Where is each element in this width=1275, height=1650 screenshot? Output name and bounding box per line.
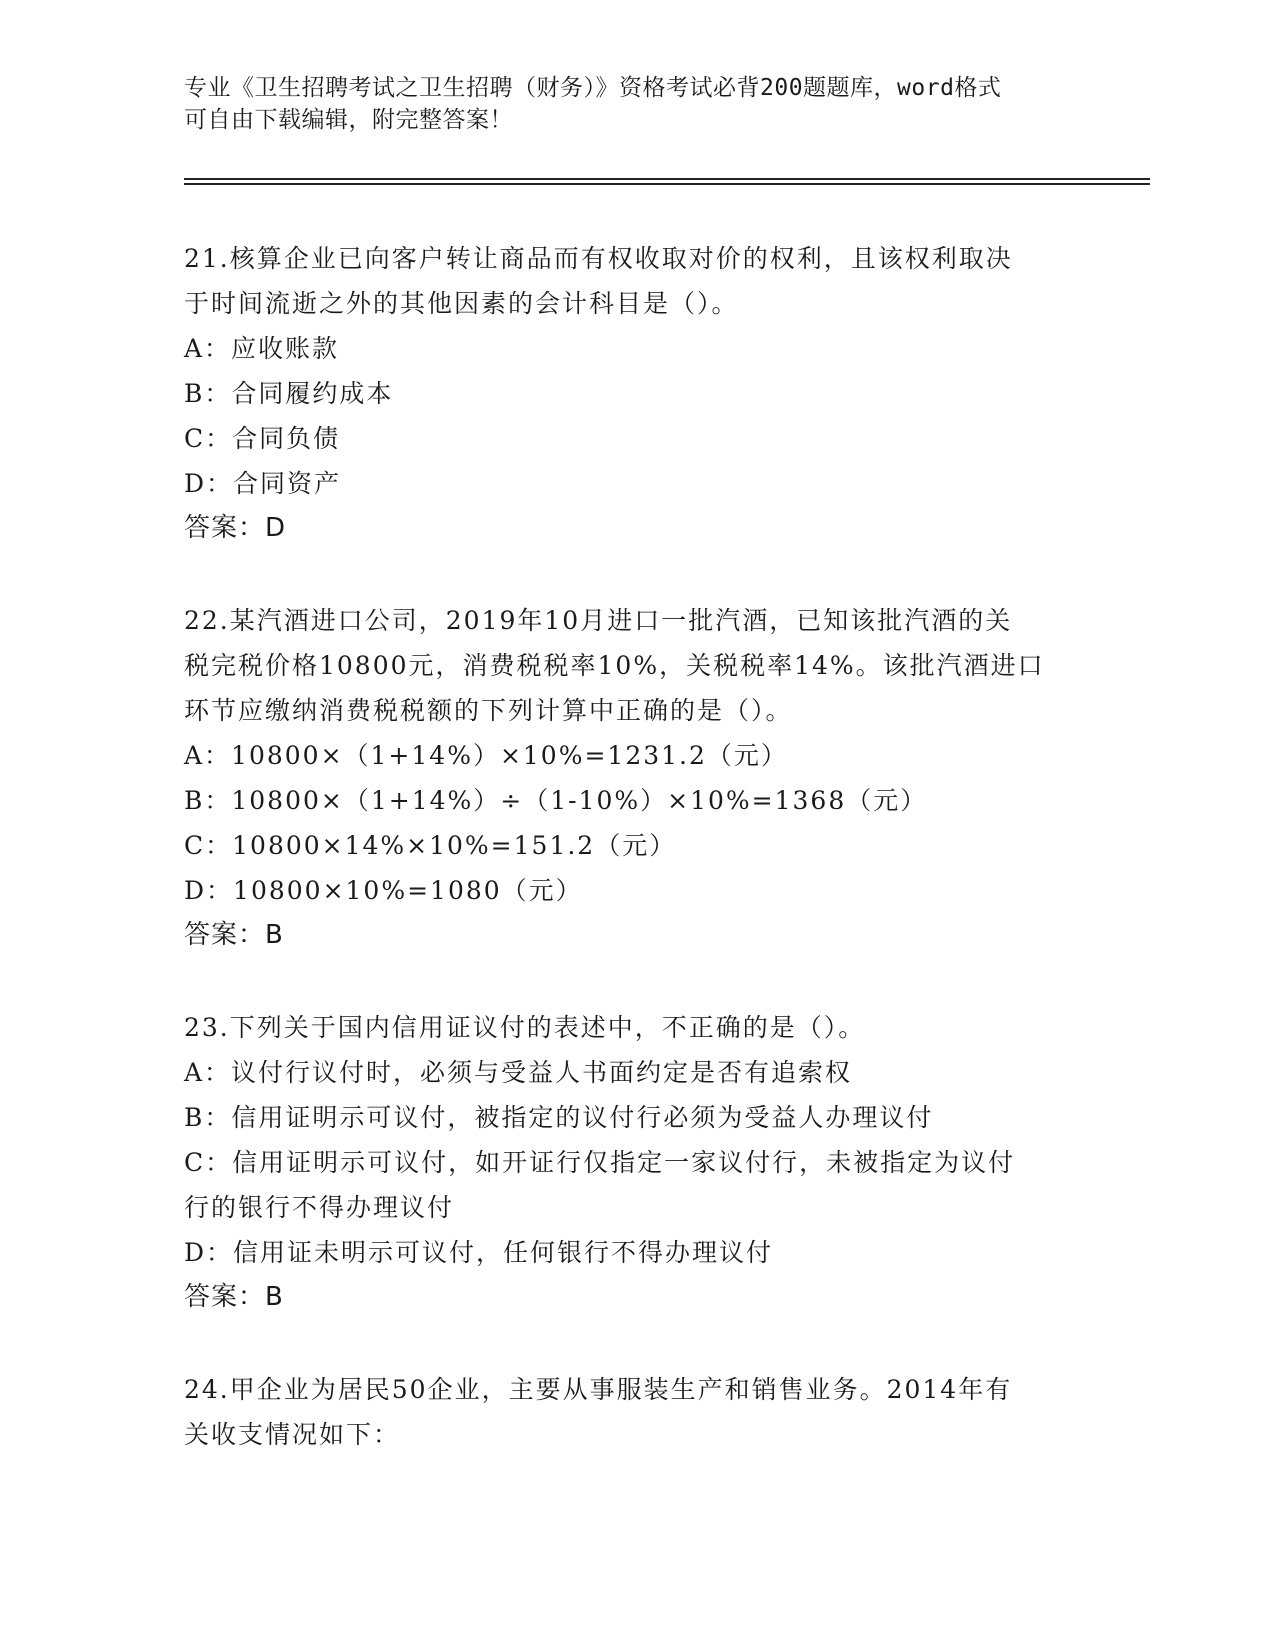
header-line: 可自由下载编辑，附完整答案！ xyxy=(184,107,513,133)
option-b: B：10800×（1+14%）÷（1-10%）×10%=1368（元） xyxy=(184,786,928,815)
option-a: A：应收账款 xyxy=(184,334,340,363)
answer: 答案：B xyxy=(184,920,284,950)
question-24 xyxy=(184,1367,1084,1457)
option-c-continued: 行的银行不得办理议付 xyxy=(184,1193,455,1222)
question-text: 21.核算企业已向客户转让商品而有权收取对价的权利，且该权利取决 xyxy=(184,244,1013,273)
header-divider xyxy=(184,183,1150,185)
option-d: D：信用证未明示可议付，任何银行不得办理议付 xyxy=(184,1238,774,1267)
option-c: C：10800×14%×10%=151.2（元） xyxy=(184,831,677,860)
answer: 答案：D xyxy=(184,513,287,543)
header-divider xyxy=(184,178,1150,180)
question-text: 关收支情况如下： xyxy=(184,1420,401,1449)
option-b: B：信用证明示可议付，被指定的议付行必须为受益人办理议付 xyxy=(184,1103,934,1132)
question-text: 23.下列关于国内信用证议付的表述中，不正确的是（）。 xyxy=(184,1013,866,1042)
question-23 xyxy=(184,1005,1084,1320)
question-text: 22.某汽酒进口公司，2019年10月进口一批汽酒，已知该批汽酒的关 xyxy=(184,606,1013,635)
question-text: 24.甲企业为居民50企业，主要从事服装生产和销售业务。2014年有 xyxy=(184,1375,1013,1404)
header-line: 专业《卫生招聘考试之卫生招聘（财务）》资格考试必背200题题库，word格式 xyxy=(184,75,1002,101)
option-c: C：合同负债 xyxy=(184,424,341,453)
document-header xyxy=(184,72,1064,136)
question-22 xyxy=(184,598,1084,958)
question-list xyxy=(184,236,1084,1504)
option-d: D：10800×10%=1080（元） xyxy=(184,876,583,905)
option-a: A：10800×（1+14%）×10%=1231.2（元） xyxy=(184,741,788,770)
answer: 答案：B xyxy=(184,1282,284,1312)
option-d: D：合同资产 xyxy=(184,469,342,498)
option-c: C：信用证明示可议付，如开证行仅指定一家议付行，未被指定为议付 xyxy=(184,1148,1016,1177)
question-text: 税完税价格10800元，消费税税率10%，关税税率14%。该批汽酒进口 xyxy=(184,651,1045,680)
question-text: 于时间流逝之外的其他因素的会计科目是（）。 xyxy=(184,289,739,318)
option-b: B：合同履约成本 xyxy=(184,379,394,408)
option-a: A：议付行议付时，必须与受益人书面约定是否有追索权 xyxy=(184,1058,853,1087)
question-text: 环节应缴纳消费税税额的下列计算中正确的是（）。 xyxy=(184,696,793,725)
question-21 xyxy=(184,236,1084,551)
